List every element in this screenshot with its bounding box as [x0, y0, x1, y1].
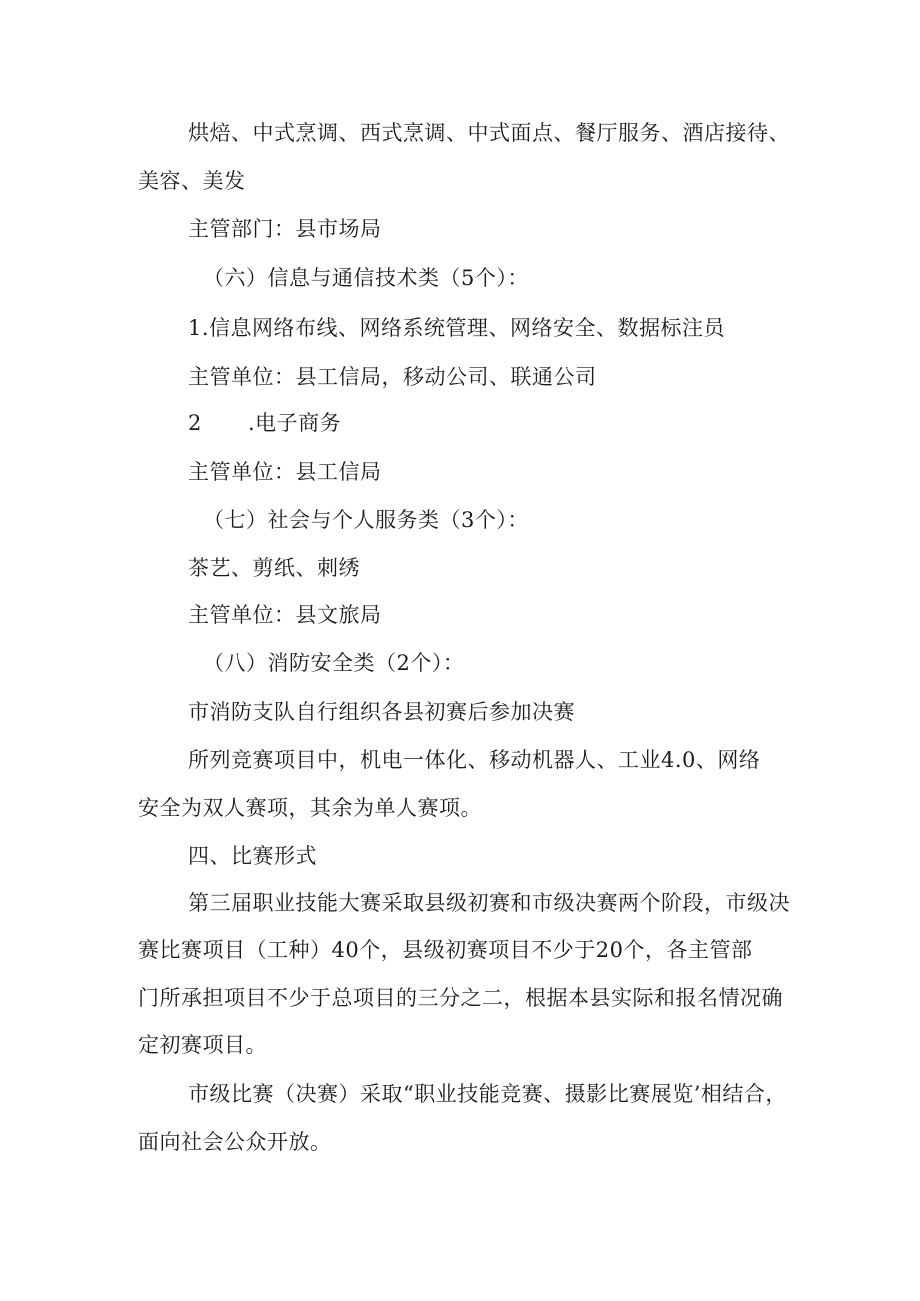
ecommerce-dept-line: 主管单位：县工信局 [188, 460, 382, 484]
paired-events-line-2: 安全为双人赛项，其余为单人赛项。 [138, 796, 482, 820]
paired-events-line-1: 所列竞赛项目中，机电一体化、移动机器人、工业4.0、网络 [188, 748, 761, 772]
it-items-line: 1.信息网络布线、网络系统管理、网络安全、数据标注员 [188, 316, 726, 340]
section-4-heading: 四、比赛形式 [188, 844, 317, 868]
section-6-heading: （六）信息与通信技术类（5个）： [203, 266, 529, 290]
item-number-2: 2 [188, 411, 202, 435]
format-paragraph-line-4: 定初赛项目。 [138, 1033, 267, 1057]
food-service-items-line-2: 美容、美发 [138, 169, 246, 193]
format-paragraph-line-2: 赛比赛项目（工种）40个，县级初赛项目不少于20个，各主管部 [138, 938, 753, 962]
format-paragraph-line-3: 门所承担项目不少于总项目的三分之二，根据本县实际和报名情况确 [138, 986, 783, 1010]
social-service-items: 茶艺、剪纸、刺绣 [188, 556, 360, 580]
it-dept-line: 主管单位：县工信局，移动公司、联通公司 [188, 365, 597, 389]
final-stage-line-2: 面向社会公众开放。 [138, 1130, 332, 1154]
culture-tourism-dept-line: 主管单位：县文旅局 [188, 603, 382, 627]
section-8-heading: （八）消防安全类（2个）： [203, 651, 465, 675]
final-stage-line-1: 市级比赛（决赛）采取“职业技能竞赛、摄影比赛展览’相结合， [188, 1082, 787, 1106]
market-bureau-dept: 主管部门：县市场局 [188, 217, 382, 241]
format-paragraph-line-1: 第三届职业技能大赛采取县级初赛和市级决赛两个阶段，市级决 [188, 891, 790, 915]
fire-brigade-line: 市消防支队自行组织各县初赛后参加决赛 [188, 700, 575, 724]
food-service-items-line-1: 烘焙、中式烹调、西式烹调、中式面点、餐厅服务、酒店接待、 [188, 121, 790, 145]
section-7-heading: （七）社会与个人服务类（3个）： [203, 508, 529, 532]
ecommerce-item: .电子商务 [248, 411, 342, 435]
